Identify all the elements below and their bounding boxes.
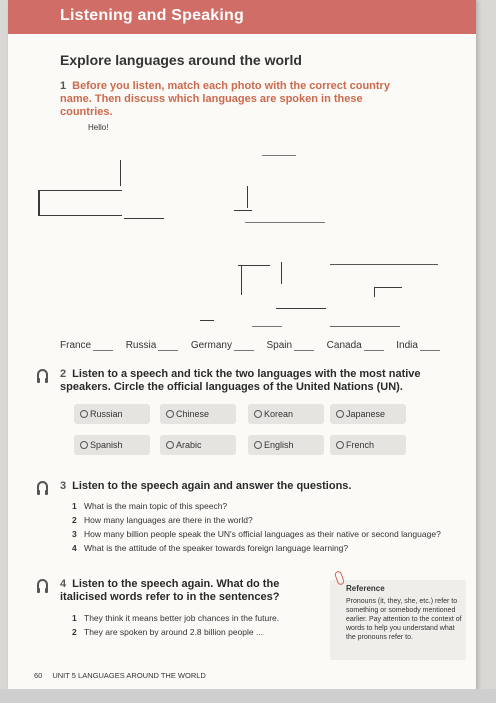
question-3 <box>60 480 440 493</box>
list-item <box>72 626 312 638</box>
country-item <box>60 340 113 351</box>
option-label: Chinese <box>176 409 210 419</box>
item-number: 2 <box>72 515 77 525</box>
question-4 <box>60 578 310 604</box>
question-number: 4 <box>60 578 67 590</box>
headphones-icon <box>37 369 48 380</box>
question-number: 1 <box>60 80 67 92</box>
question-text: Listen to the speech again and answer the questions. <box>72 480 352 492</box>
unit-title: UNIT 5 LANGUAGES AROUND THE WORLD <box>52 671 206 680</box>
country-name: Spain <box>266 340 293 351</box>
item-number: 4 <box>72 543 77 553</box>
question-number: 2 <box>60 368 67 380</box>
question-2 <box>60 368 450 394</box>
question-text: Before you listen, match each photo with the correct country name. Then discuss which languages are spoken in these countries. <box>60 80 390 118</box>
item-text: They are spoken by around 2.8 billion people ... <box>84 627 264 637</box>
question-text: Listen to the speech again. What do the italicised words refer to in the sentences? <box>60 578 280 603</box>
question-4-list <box>72 612 312 640</box>
option-russian[interactable] <box>74 404 150 424</box>
option-label: Russian <box>90 409 123 419</box>
option-label: Arabic <box>176 440 202 450</box>
section-title: Explore languages around the world <box>60 52 302 68</box>
page-number: 60 <box>34 671 43 680</box>
question-number: 3 <box>60 480 67 492</box>
option-spanish[interactable] <box>74 435 150 455</box>
radio-icon[interactable] <box>80 410 88 418</box>
country-item <box>191 340 254 351</box>
answer-blank[interactable] <box>420 342 440 351</box>
answer-blank[interactable] <box>158 342 178 351</box>
country-item <box>396 340 440 351</box>
item-text: How many billion people speak the UN's official languages as their native or second language? <box>84 529 441 539</box>
list-item <box>72 514 452 526</box>
radio-icon[interactable] <box>254 410 262 418</box>
option-arabic[interactable] <box>160 435 236 455</box>
header-title: Listening and Speaking <box>60 7 244 24</box>
option-english[interactable] <box>248 435 324 455</box>
option-label: English <box>264 440 294 450</box>
list-item <box>72 500 452 512</box>
list-item <box>72 528 452 540</box>
question-1 <box>60 80 410 119</box>
radio-icon[interactable] <box>254 441 262 449</box>
country-name: Canada <box>326 340 362 351</box>
answer-blank[interactable] <box>234 342 254 351</box>
item-text: What is the attitude of the speaker towards foreign language learning? <box>84 543 349 553</box>
answer-blank[interactable] <box>294 342 314 351</box>
photo-text: Hello! <box>88 123 109 132</box>
scan-edge <box>0 689 496 703</box>
country-item <box>126 340 179 351</box>
country-item <box>327 340 384 351</box>
item-number: 3 <box>72 529 77 539</box>
option-label: Japanese <box>346 409 386 419</box>
question-3-list <box>72 500 452 556</box>
reference-body: Pronouns (it, they, she, etc.) refer to something or somebody mentioned earlier. Pay attention to the context of words to help you understand what the pronouns refer to. <box>346 598 462 641</box>
headphones-icon <box>37 579 48 590</box>
country-name: Russia <box>125 340 157 351</box>
radio-icon[interactable] <box>166 441 174 449</box>
page-footer <box>34 671 206 680</box>
country-item <box>267 340 315 351</box>
country-name: Germany <box>190 340 232 351</box>
option-korean[interactable] <box>248 404 324 424</box>
item-text: They think it means better job chances in the future. <box>84 613 280 623</box>
radio-icon[interactable] <box>336 441 344 449</box>
answer-blank[interactable] <box>93 342 113 351</box>
answer-blank[interactable] <box>364 342 384 351</box>
option-label: French <box>346 440 375 450</box>
item-number: 1 <box>72 613 77 623</box>
country-name: India <box>396 340 418 351</box>
reference-title: Reference <box>346 584 385 593</box>
item-text: What is the main topic of this speech? <box>84 501 228 511</box>
option-french[interactable] <box>330 435 406 455</box>
option-label: Spanish <box>90 440 123 450</box>
list-item <box>72 612 312 624</box>
radio-icon[interactable] <box>166 410 174 418</box>
headphones-icon <box>37 481 48 492</box>
radio-icon[interactable] <box>80 441 88 449</box>
list-item <box>72 542 452 554</box>
item-number: 1 <box>72 501 77 511</box>
question-text: Listen to a speech and tick the two languages with the most native speakers. Circle the official languages of the United Nations (UN). <box>60 368 421 393</box>
option-japanese[interactable] <box>330 404 406 424</box>
radio-icon[interactable] <box>336 410 344 418</box>
country-name: France <box>60 340 92 351</box>
item-text: How many languages are there in the world? <box>84 515 253 525</box>
option-chinese[interactable] <box>160 404 236 424</box>
option-label: Korean <box>264 409 294 419</box>
item-number: 2 <box>72 627 77 637</box>
country-list <box>60 340 440 351</box>
